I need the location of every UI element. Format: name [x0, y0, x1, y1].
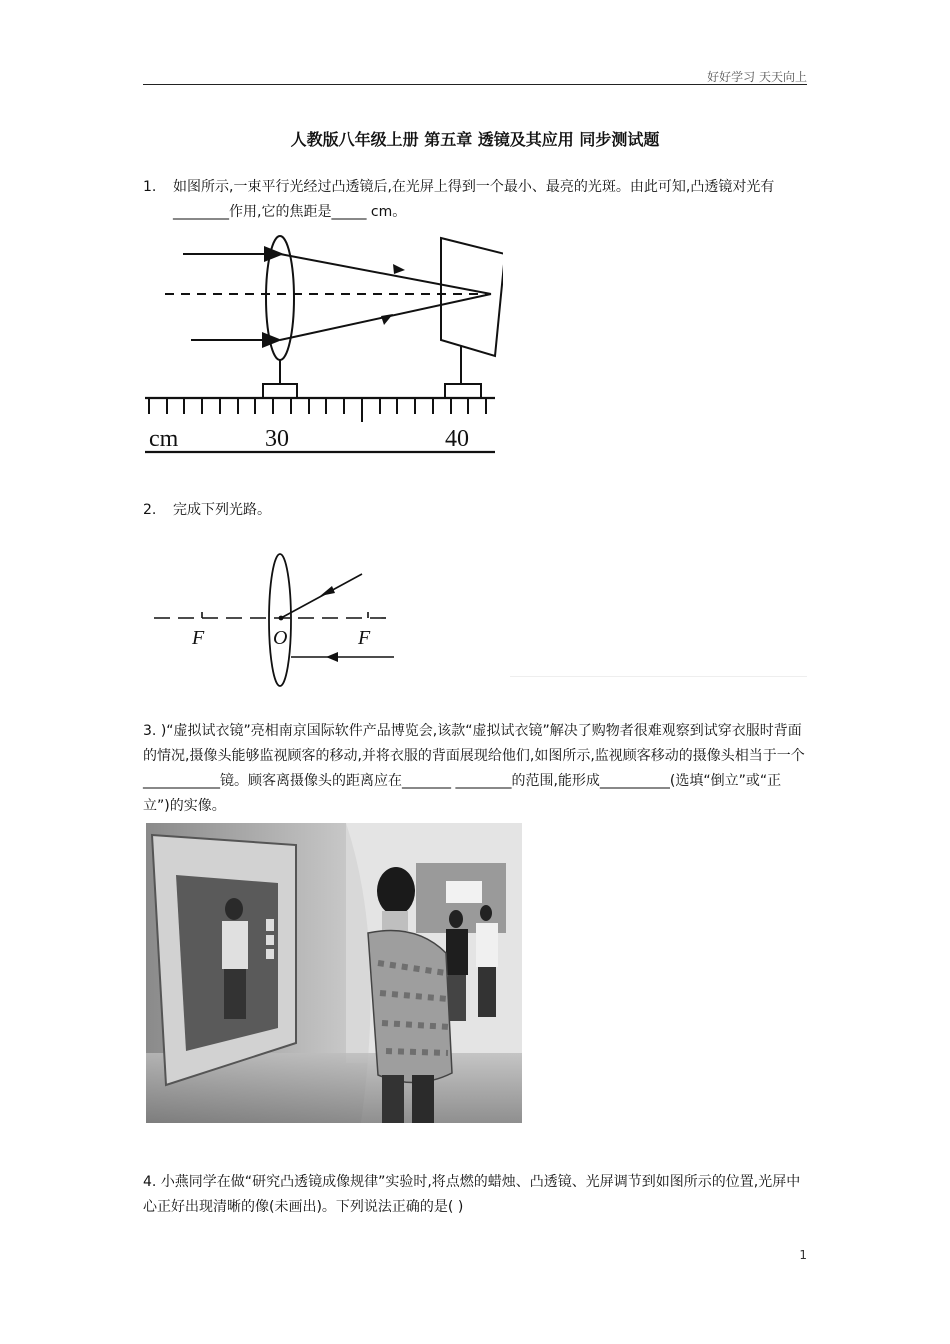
arrowhead-bottom [381, 314, 393, 325]
ruler-ticks [149, 398, 486, 422]
question-2-number: 2. [143, 502, 157, 518]
refracted-ray-top [280, 254, 491, 294]
question-1-number: 1. [143, 179, 157, 195]
question-3-text: )“虚拟试衣镜”亮相南京国际软件产品博览会,该款“虚拟试衣镜”解决了购物者很难观察到试穿衣服时背面的情况,摄像头能够监视顾客的移动,并将衣服的背面展现给他们,如图所示,监视顾客移动的摄像头相当于一个___________镜。顾客离摄像头的距离应在_______ ________的范围,能形成__________(选填“倒立”或“正立”)的实像。 [143, 723, 805, 814]
arrowhead-top [393, 264, 405, 274]
screen-holder [445, 384, 481, 398]
ruler-label-30: 30 [265, 426, 289, 452]
page-title: 人教版八年级上册 第五章 透镜及其应用 同步测试题 [290, 130, 660, 149]
question-2-text: 完成下列光路。 [173, 502, 271, 518]
header-text: 好好学习 天天向上 [707, 70, 807, 84]
figure-3-virtual-mirror-photo [146, 823, 522, 1123]
ray-to-center [281, 574, 362, 618]
figure-1-lens-optical-bench [143, 232, 503, 457]
question-1-text: 如图所示,一束平行光经过凸透镜后,在光屏上得到一个最小、最亮的光斑。由此可知,凸透镜对光有________作用,它的焦距是_____ cm。 [173, 179, 775, 220]
question-4-number: 4. [143, 1174, 157, 1190]
ruler-label-40: 40 [445, 426, 469, 452]
light-screen [441, 238, 503, 356]
customer-head [377, 867, 415, 915]
question-1 [143, 175, 807, 225]
divider [510, 676, 807, 677]
question-3 [143, 719, 807, 819]
focus-left-label: F [192, 627, 205, 649]
figure-2-lens-ray-diagram [150, 550, 400, 690]
question-4-text: 小燕同学在做“研究凸透镜成像规律”实验时,将点燃的蜡烛、凸透镜、光屏调节到如图所示的位置,光屏中心正好出现清晰的像(未画出)。下列说法正确的是( ) [143, 1174, 801, 1215]
header-divider [143, 84, 807, 85]
optical-center-label: O [273, 627, 288, 649]
page-number: 1 [799, 1248, 807, 1262]
ruler-unit-label: cm [149, 426, 179, 452]
lens-holder [263, 384, 297, 398]
focus-right-label: F [358, 627, 371, 649]
question-3-number: 3. [143, 723, 157, 739]
question-2 [143, 498, 807, 523]
customer-backpack [368, 931, 452, 1083]
question-4 [143, 1170, 807, 1220]
